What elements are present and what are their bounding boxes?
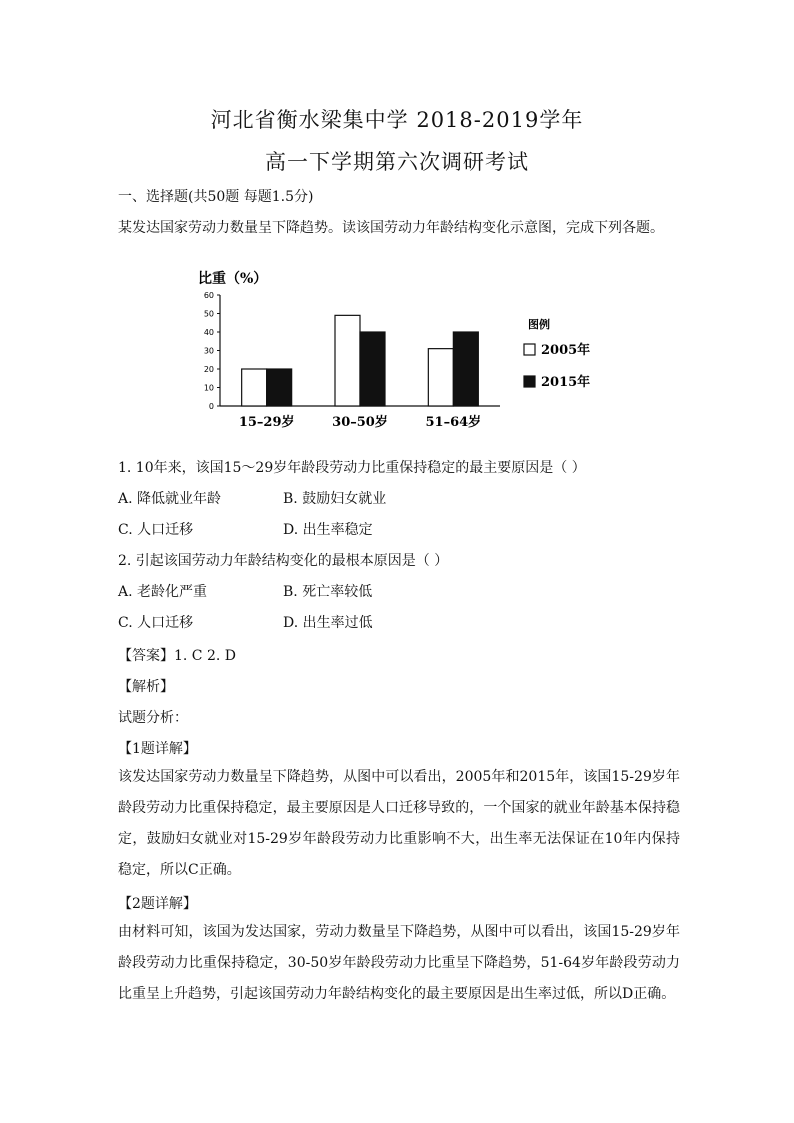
question-2-option-a: A. 老龄化严重 [118, 584, 208, 600]
bar [242, 369, 267, 406]
bar [428, 349, 453, 406]
legend-label: 2015年 [541, 375, 591, 390]
document-title-line2: 高一下学期第六次调研考试 [265, 150, 529, 174]
question-1-option-d: D. 出生率稳定 [283, 522, 373, 538]
y-tick-label: 0 [208, 402, 214, 411]
bar [267, 369, 292, 406]
analysis-intro: 试题分析： [118, 710, 188, 726]
bar [335, 315, 360, 406]
question-2-option-d: D. 出生率过低 [283, 615, 373, 631]
y-axis-label: 比重（%） [198, 271, 268, 287]
legend-swatch [524, 376, 535, 387]
detail-2-heading: 【2题详解】 [118, 896, 197, 912]
detail-1-heading: 【1题详解】 [118, 741, 197, 757]
y-tick-label: 20 [203, 365, 214, 374]
question-1-option-c: C. 人口迁移 [118, 522, 194, 538]
x-tick-label: 30–50岁 [332, 415, 388, 430]
y-tick-label: 50 [203, 309, 214, 319]
bar [360, 332, 385, 406]
y-tick-label: 10 [203, 383, 214, 393]
y-tick-label: 30 [203, 346, 214, 356]
bar-chart [190, 258, 630, 438]
question-intro: 某发达国家劳动力数量呈下降趋势。读该国劳动力年龄结构变化示意图，完成下列各题。 [118, 220, 664, 236]
y-tick-label: 40 [203, 328, 214, 337]
bar [453, 332, 478, 406]
question-2-option-c: C. 人口迁移 [118, 615, 194, 631]
detail-2-text: 由材料可知，该国为发达国家，劳动力数量呈下降趋势，从图中可以看出，该国15-29岁年龄段劳动力比重保持稳定，30-50岁年龄段劳动力比重呈下降趋势，51-64岁年龄段劳动力比重呈上升趋势，引起该国劳动力年龄结构变化的最主要原因是出生率过低，所以D正确。 [118, 924, 680, 1002]
answer-line: 【答案】1. C 2. D [118, 648, 237, 664]
legend-swatch [524, 344, 535, 355]
legend-label: 2005年 [541, 343, 591, 358]
question-2-option-b: B. 死亡率较低 [283, 584, 373, 600]
analysis-heading: 【解析】 [118, 679, 174, 695]
section-heading: 一、选择题(共50题 每题1.5分) [118, 189, 314, 205]
x-tick-label: 51–64岁 [425, 415, 482, 430]
question-1-option-a: A. 降低就业年龄 [118, 491, 222, 507]
detail-1-text: 该发达国家劳动力数量呈下降趋势，从图中可以看出，2005年和2015年，该国15-29岁年龄段劳动力比重保持稳定，最主要原因是人口迁移导致的，一个国家的就业年龄基本保持稳定，鼓励妇女就业对15-29岁年龄段劳动力比重影响不大，出生率无法保证在10年内保持稳定，所以C正确。 [118, 769, 680, 878]
question-1-stem: 1. 10年来，该国15～29岁年龄段劳动力比重保持稳定的最主要原因是（ ） [118, 460, 586, 476]
y-tick-label: 60 [203, 291, 214, 300]
question-1-option-b: B. 鼓励妇女就业 [283, 491, 387, 507]
document-title-line1: 河北省衡水梁集中学 2018-2019学年 [210, 108, 584, 132]
legend-title: 图例 [528, 318, 550, 331]
x-tick-label: 15–29岁 [238, 415, 295, 430]
question-2-stem: 2. 引起该国劳动力年龄结构变化的最根本原因是（ ） [118, 553, 449, 569]
